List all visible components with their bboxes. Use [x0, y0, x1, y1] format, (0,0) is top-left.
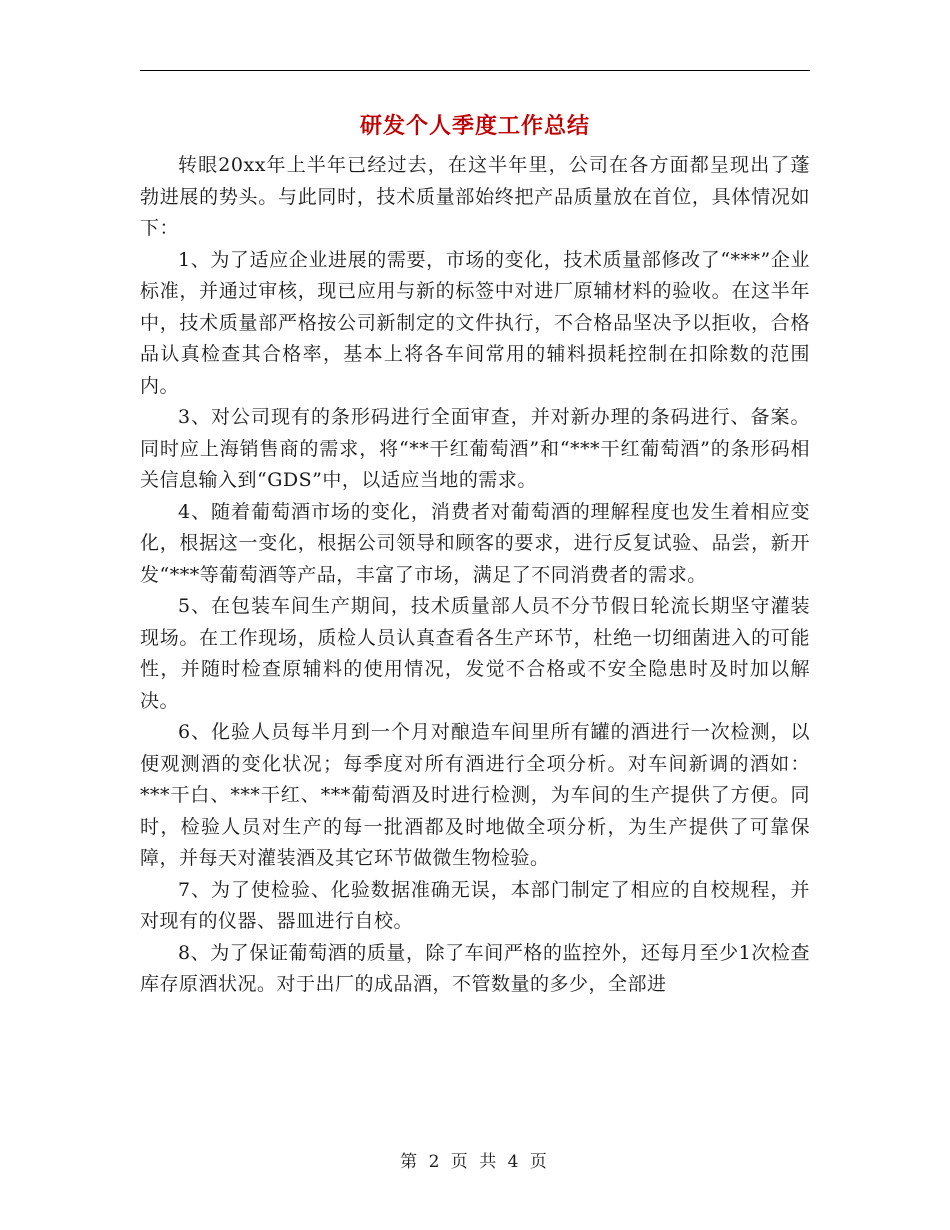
paragraph-item-8: 8、为了保证葡萄酒的质量，除了车间严格的监控外，还每月至少1次检查库存原酒状况。对于出厂的成品酒，不管数量的多少，全部进 — [140, 941, 810, 995]
paragraph-intro: 转眼20xx年上半年已经过去，在这半年里，公司在各方面都呈现出了蓬勃进展的势头。与此同时，技术质量部始终把产品质量放在首位，具体情况如下： — [140, 154, 810, 239]
paragraph-item-3: 3、对公司现有的条形码进行全面审查，并对新办理的条码进行、备案。同时应上海销售商的需求，将“**干红葡萄酒”和“***干红葡萄酒”的条形码相关信息输入到“GDS”中，以适应当地的需求。 — [140, 406, 810, 491]
paragraph-item-1: 1、为了适应企业进展的需要，市场的变化，技术质量部修改了“***”企业标准，并通过审核，现已应用与新的标签中对进厂原辅材料的验收。在这半年中，技术质量部严格按公司新制定的文件执行，不合格品坚决予以拒收，合格品认真检查其合格率，基本上将各车间常用的辅料损耗控制在扣除数的范围内。 — [140, 248, 810, 397]
document-body — [140, 150, 810, 1001]
paragraph-item-5: 5、在包装车间生产期间，技术质量部人员不分节假日轮流长期坚守灌装现场。在工作现场，质检人员认真查看各生产环节，杜绝一切细菌进入的可能性，并随时检查原辅料的使用情况，发觉不合格或不安全隐患时及时加以解决。 — [140, 595, 810, 712]
paragraph-item-7: 7、为了使检验、化验数据准确无误，本部门制定了相应的自校规程，并对现有的仪器、器皿进行自校。 — [140, 878, 810, 932]
paragraph-item-6: 6、化验人员每半月到一个月对酿造车间里所有罐的酒进行一次检测，以便观测酒的变化状况；每季度对所有酒进行全项分析。对车间新调的酒如：***干白、***干红、***葡萄酒及时进行检测，为车间的生产提供了方便。同时，检验人员对生产的每一批酒都及时地做全项分析，为生产提供了可靠保障，并每天对灌装酒及其它环节做微生物检验。 — [140, 721, 810, 869]
document-title: 研发个人季度工作总结 — [359, 113, 590, 139]
header-rule — [140, 70, 810, 71]
page-footer: 第 2 页 共 4 页 — [400, 1152, 550, 1172]
paragraph-item-4: 4、随着葡萄酒市场的变化，消费者对葡萄酒的理解程度也发生着相应变化，根据这一变化，根据公司领导和顾客的要求，进行反复试验、品尝，新开发“***等葡萄酒等产品，丰富了市场，满足了不同消费者的需求。 — [140, 500, 810, 586]
